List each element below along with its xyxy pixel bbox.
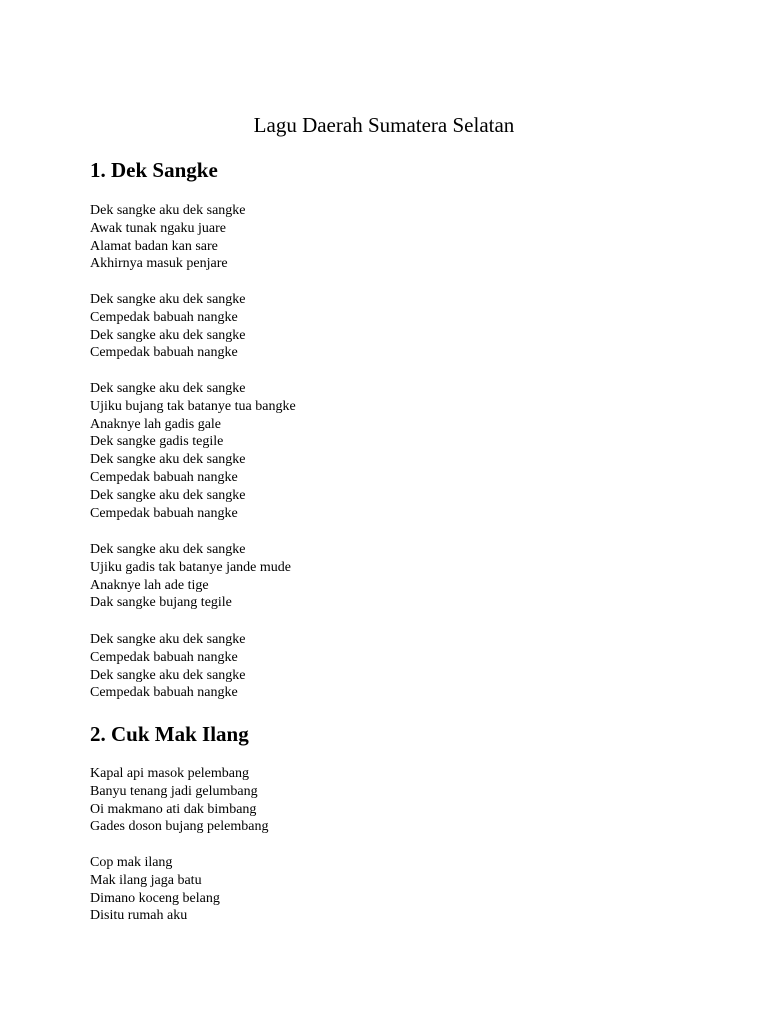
- lyric-line: Gades doson bujang pelembang: [90, 819, 269, 835]
- stanza: [90, 631, 246, 702]
- stanza: [90, 380, 296, 522]
- stanza: [90, 765, 268, 836]
- lyric-line: Oi makmano ati dak bimbang: [90, 801, 257, 817]
- lyric-line: Dak sangke bujang tegile: [90, 595, 232, 611]
- lyric-line: Akhirnya masuk penjare: [90, 256, 228, 272]
- lyric-line: Mak ilang jaga batu: [90, 872, 202, 888]
- lyric-line: Dek sangke aku dek sangke: [90, 542, 246, 557]
- lyric-line: Cempedak babuah nangke: [90, 309, 238, 325]
- lyric-line: Cempedak babuah nangke: [90, 505, 238, 521]
- stanza: [90, 541, 291, 612]
- stanza: [90, 202, 246, 273]
- lyric-line: Dek sangke aku dek sangke: [90, 632, 246, 647]
- lyric-line: Dek sangke aku dek sangke: [90, 327, 246, 343]
- lyric-line: Dek sangke aku dek sangke: [90, 452, 246, 468]
- lyric-line: Banyu tenang jadi gelumbang: [90, 783, 258, 799]
- lyric-line: Ujiku gadis tak batanye jande mude: [90, 559, 291, 575]
- lyric-line: Awak tunak ngaku juare: [90, 220, 226, 236]
- lyric-line: Disitu rumah aku: [90, 908, 188, 924]
- stanza: [90, 854, 220, 925]
- song-heading: 2. Cuk Mak Ilang: [90, 722, 249, 746]
- lyric-line: Anaknye lah ade tige: [90, 577, 209, 593]
- song-heading: 1. Dek Sangke: [90, 158, 218, 182]
- lyric-line: Alamat badan kan sare: [90, 238, 218, 254]
- lyric-line: Cempedak babuah nangke: [90, 469, 238, 485]
- lyric-line: Dek sangke aku dek sangke: [90, 381, 246, 396]
- lyric-line: Ujiku bujang tak batanye tua bangke: [90, 398, 296, 414]
- lyric-line: Cempedak babuah nangke: [90, 685, 238, 701]
- lyric-line: Dimano koceng belang: [90, 890, 220, 906]
- lyric-line: Dek sangke gadis tegile: [90, 434, 224, 450]
- lyric-line: Anaknye lah gadis gale: [90, 416, 222, 432]
- stanza: [90, 291, 246, 362]
- lyric-line: Cop mak ilang: [90, 855, 173, 870]
- lyric-line: Dek sangke aku dek sangke: [90, 203, 246, 218]
- lyric-line: Dek sangke aku dek sangke: [90, 292, 246, 307]
- lyric-line: Kapal api masok pelembang: [90, 766, 250, 781]
- document-title: Lagu Daerah Sumatera Selatan: [253, 113, 515, 137]
- lyric-line: Cempedak babuah nangke: [90, 345, 238, 361]
- lyric-line: Dek sangke aku dek sangke: [90, 667, 246, 683]
- lyric-line: Dek sangke aku dek sangke: [90, 487, 246, 503]
- lyric-line: Cempedak babuah nangke: [90, 649, 238, 665]
